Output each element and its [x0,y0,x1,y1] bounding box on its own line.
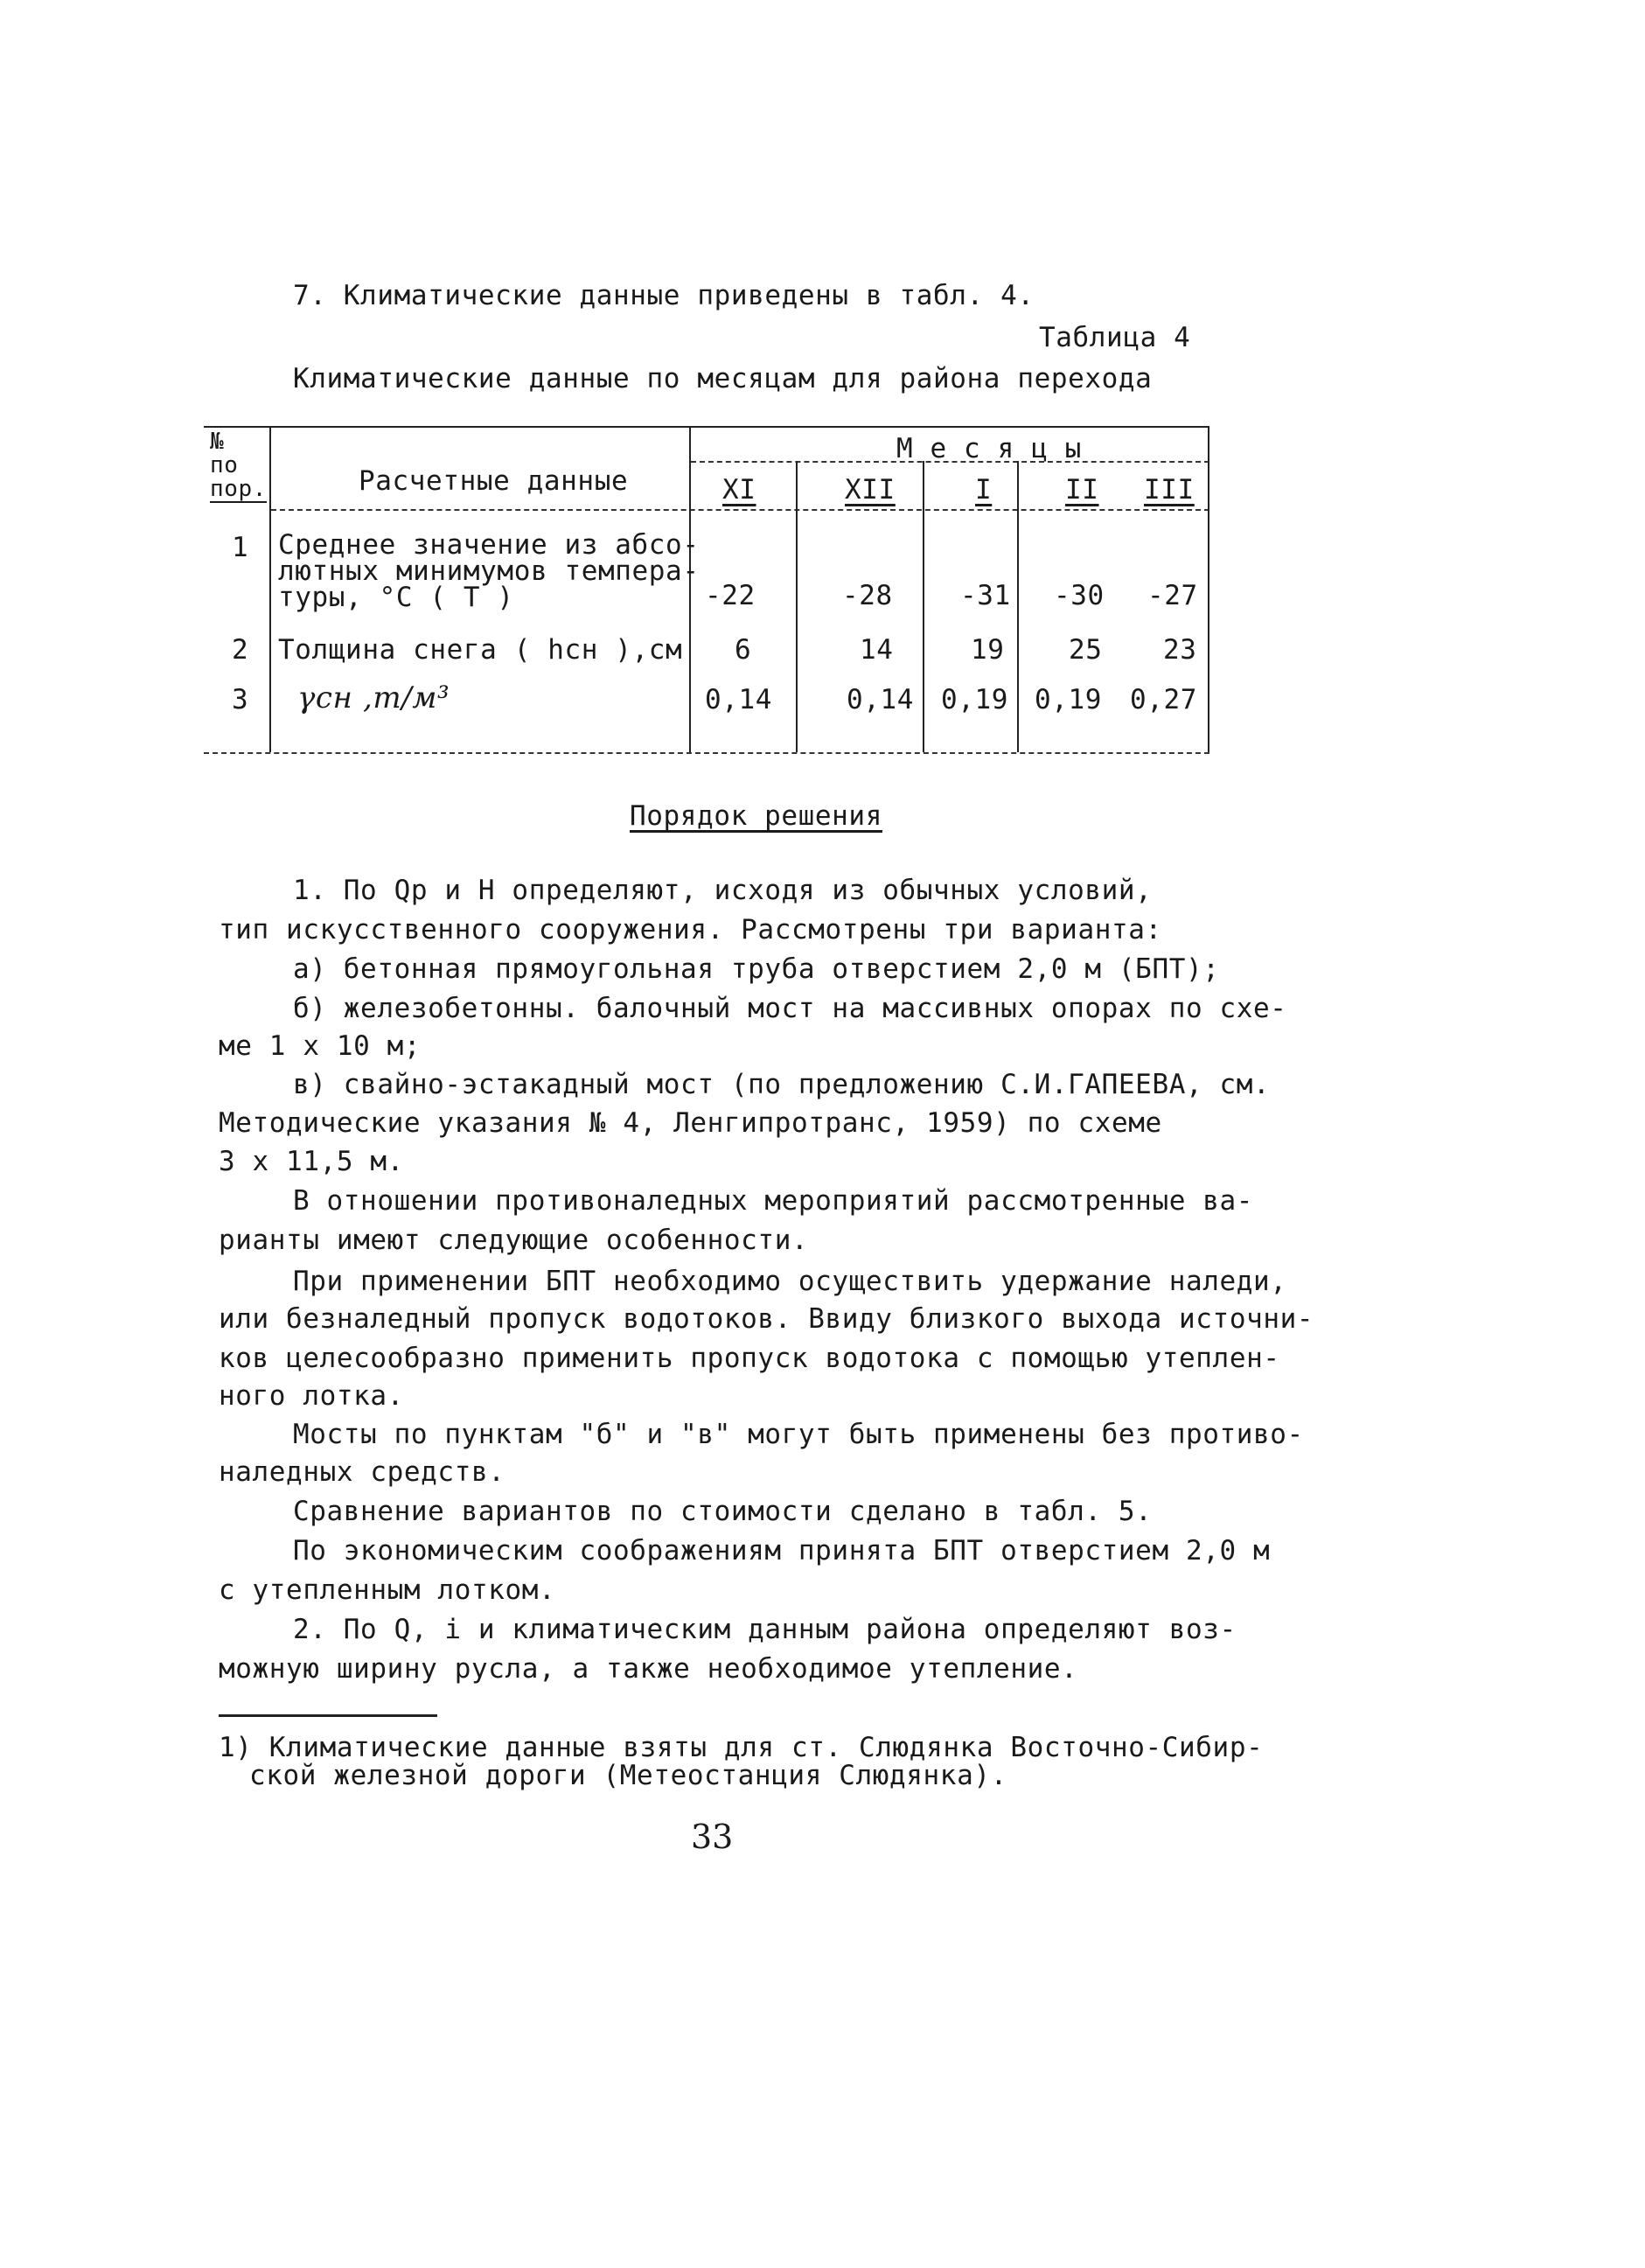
body-line: 3 х 11,5 м. [219,1146,404,1177]
col-rule-4 [923,461,924,752]
month-col-header: XI [722,474,756,506]
row-label-line: лютных минимумов темпера- [278,555,700,587]
row-num: 2 [232,634,249,666]
table-cell: -30 [1054,580,1105,611]
table-cell: 19 [971,634,1005,666]
row-label: γсн ,т/м³ [297,680,450,715]
table-cell: -22 [705,580,756,611]
row-label: Толщина снега ( hсн ),см [278,634,683,666]
col-num-header-line: № [210,429,225,455]
month-col-header: XII [845,474,896,506]
row-label [278,529,700,613]
table-cell: 23 [1163,634,1197,666]
table-cell: -27 [1147,580,1198,611]
footnote-rule [219,1714,437,1717]
table-cell: 0,27 [1130,684,1198,715]
body-line: ков целесообразно применить пропуск водотока с помощью утеплен- [219,1343,1280,1374]
row-num: 1 [232,532,249,563]
table-cell: 0,19 [1035,684,1103,715]
table-bottom-rule [204,752,1209,754]
table-label: Таблица 4 [1039,322,1191,353]
month-col-header: I [975,474,993,506]
body-line: По экономическим соображениям принята БПТ отверстием 2,0 м [293,1535,1271,1567]
col-rule-5 [1017,461,1019,752]
body-line: в) свайно-эстакадный мост (по предложению С.И.ГАПЕЕВА, см. [293,1069,1271,1100]
body-line: можную ширину русла, а также необходимое утепление. [219,1653,1078,1685]
body-line: наледных средств. [219,1456,505,1488]
col-num-header-line: пор. [210,476,268,502]
month-col-header: II [1065,474,1099,506]
body-line: рианты имеют следующие особенности. [219,1225,809,1256]
table-cell: -31 [960,580,1011,611]
table-cell: 6 [735,634,752,666]
row-label-line: Среднее значение из абсо- [278,529,700,561]
months-header: М е с я ц ы [896,433,1082,464]
body-line: При применении БПТ необходимо осуществить удержание наледи, [293,1266,1287,1297]
body-line: а) бетонная прямоугольная труба отверстием 2,0 м (БПТ); [293,953,1220,985]
row-num: 3 [232,684,249,715]
body-line: В отношении противоналедных мероприятий рассмотренные ва- [293,1185,1254,1217]
footnote-line: 1) Климатические данные взяты для ст. Слюдянка Восточно-Сибир- [219,1732,1264,1763]
table-cell: 0,14 [847,684,915,715]
col-num-header-line: по [210,452,239,478]
body-line: Мосты по пунктам "б" и "в" могут быть применены без противо- [293,1419,1304,1450]
body-line: или безналедный пропуск водотоков. Ввиду близкого выхода источни- [219,1303,1314,1335]
body-line: Методические указания № 4, Ленгипротранс, 1959) по схеме [219,1107,1162,1139]
month-col-header: III [1144,474,1195,506]
page-number: 33 [691,1818,734,1856]
header-bottom-rule [271,509,1209,511]
col-num-header [210,430,267,501]
body-line: 1. По Qр и H определяют, исходя из обычных условий, [293,875,1153,906]
table-cell: 14 [860,634,894,666]
col-rule-right [1208,426,1209,752]
table-caption: Климатические данные по месяцам для района перехода [293,363,1153,394]
col-rule-1 [269,426,271,752]
row-label-line: туры, °С ( T ) [278,582,514,613]
table-cell: -28 [842,580,893,611]
body-line: б) железобетонны. балочный мост на массивных опорах по схе- [293,993,1287,1024]
col-rule-3 [796,461,798,752]
body-line: 2. По Q, i и климатическим данным района определяют воз- [293,1614,1237,1645]
table-cell: 0,14 [705,684,773,715]
col-data-header: Расчетные данные [359,465,629,497]
table-cell: 0,19 [941,684,1009,715]
intro-line: 7. Климатические данные приведены в табл. 4. [293,280,1035,311]
body-line: Сравнение вариантов по стоимости сделано в табл. 5. [293,1496,1153,1527]
body-line: с утепленным лотком. [219,1574,556,1606]
footnote-line: ской железной дороги (Метеостанция Слюдянка). [249,1760,1007,1791]
body-line: ного лотка. [219,1380,404,1412]
table-cell: 25 [1069,634,1103,666]
body-line: ме 1 х 10 м; [219,1030,422,1062]
body-line: тип искусственного сооружения. Рассмотрены три варианта: [219,914,1162,946]
table-top-rule [204,426,1209,428]
section-title: Порядок решения [630,800,882,832]
